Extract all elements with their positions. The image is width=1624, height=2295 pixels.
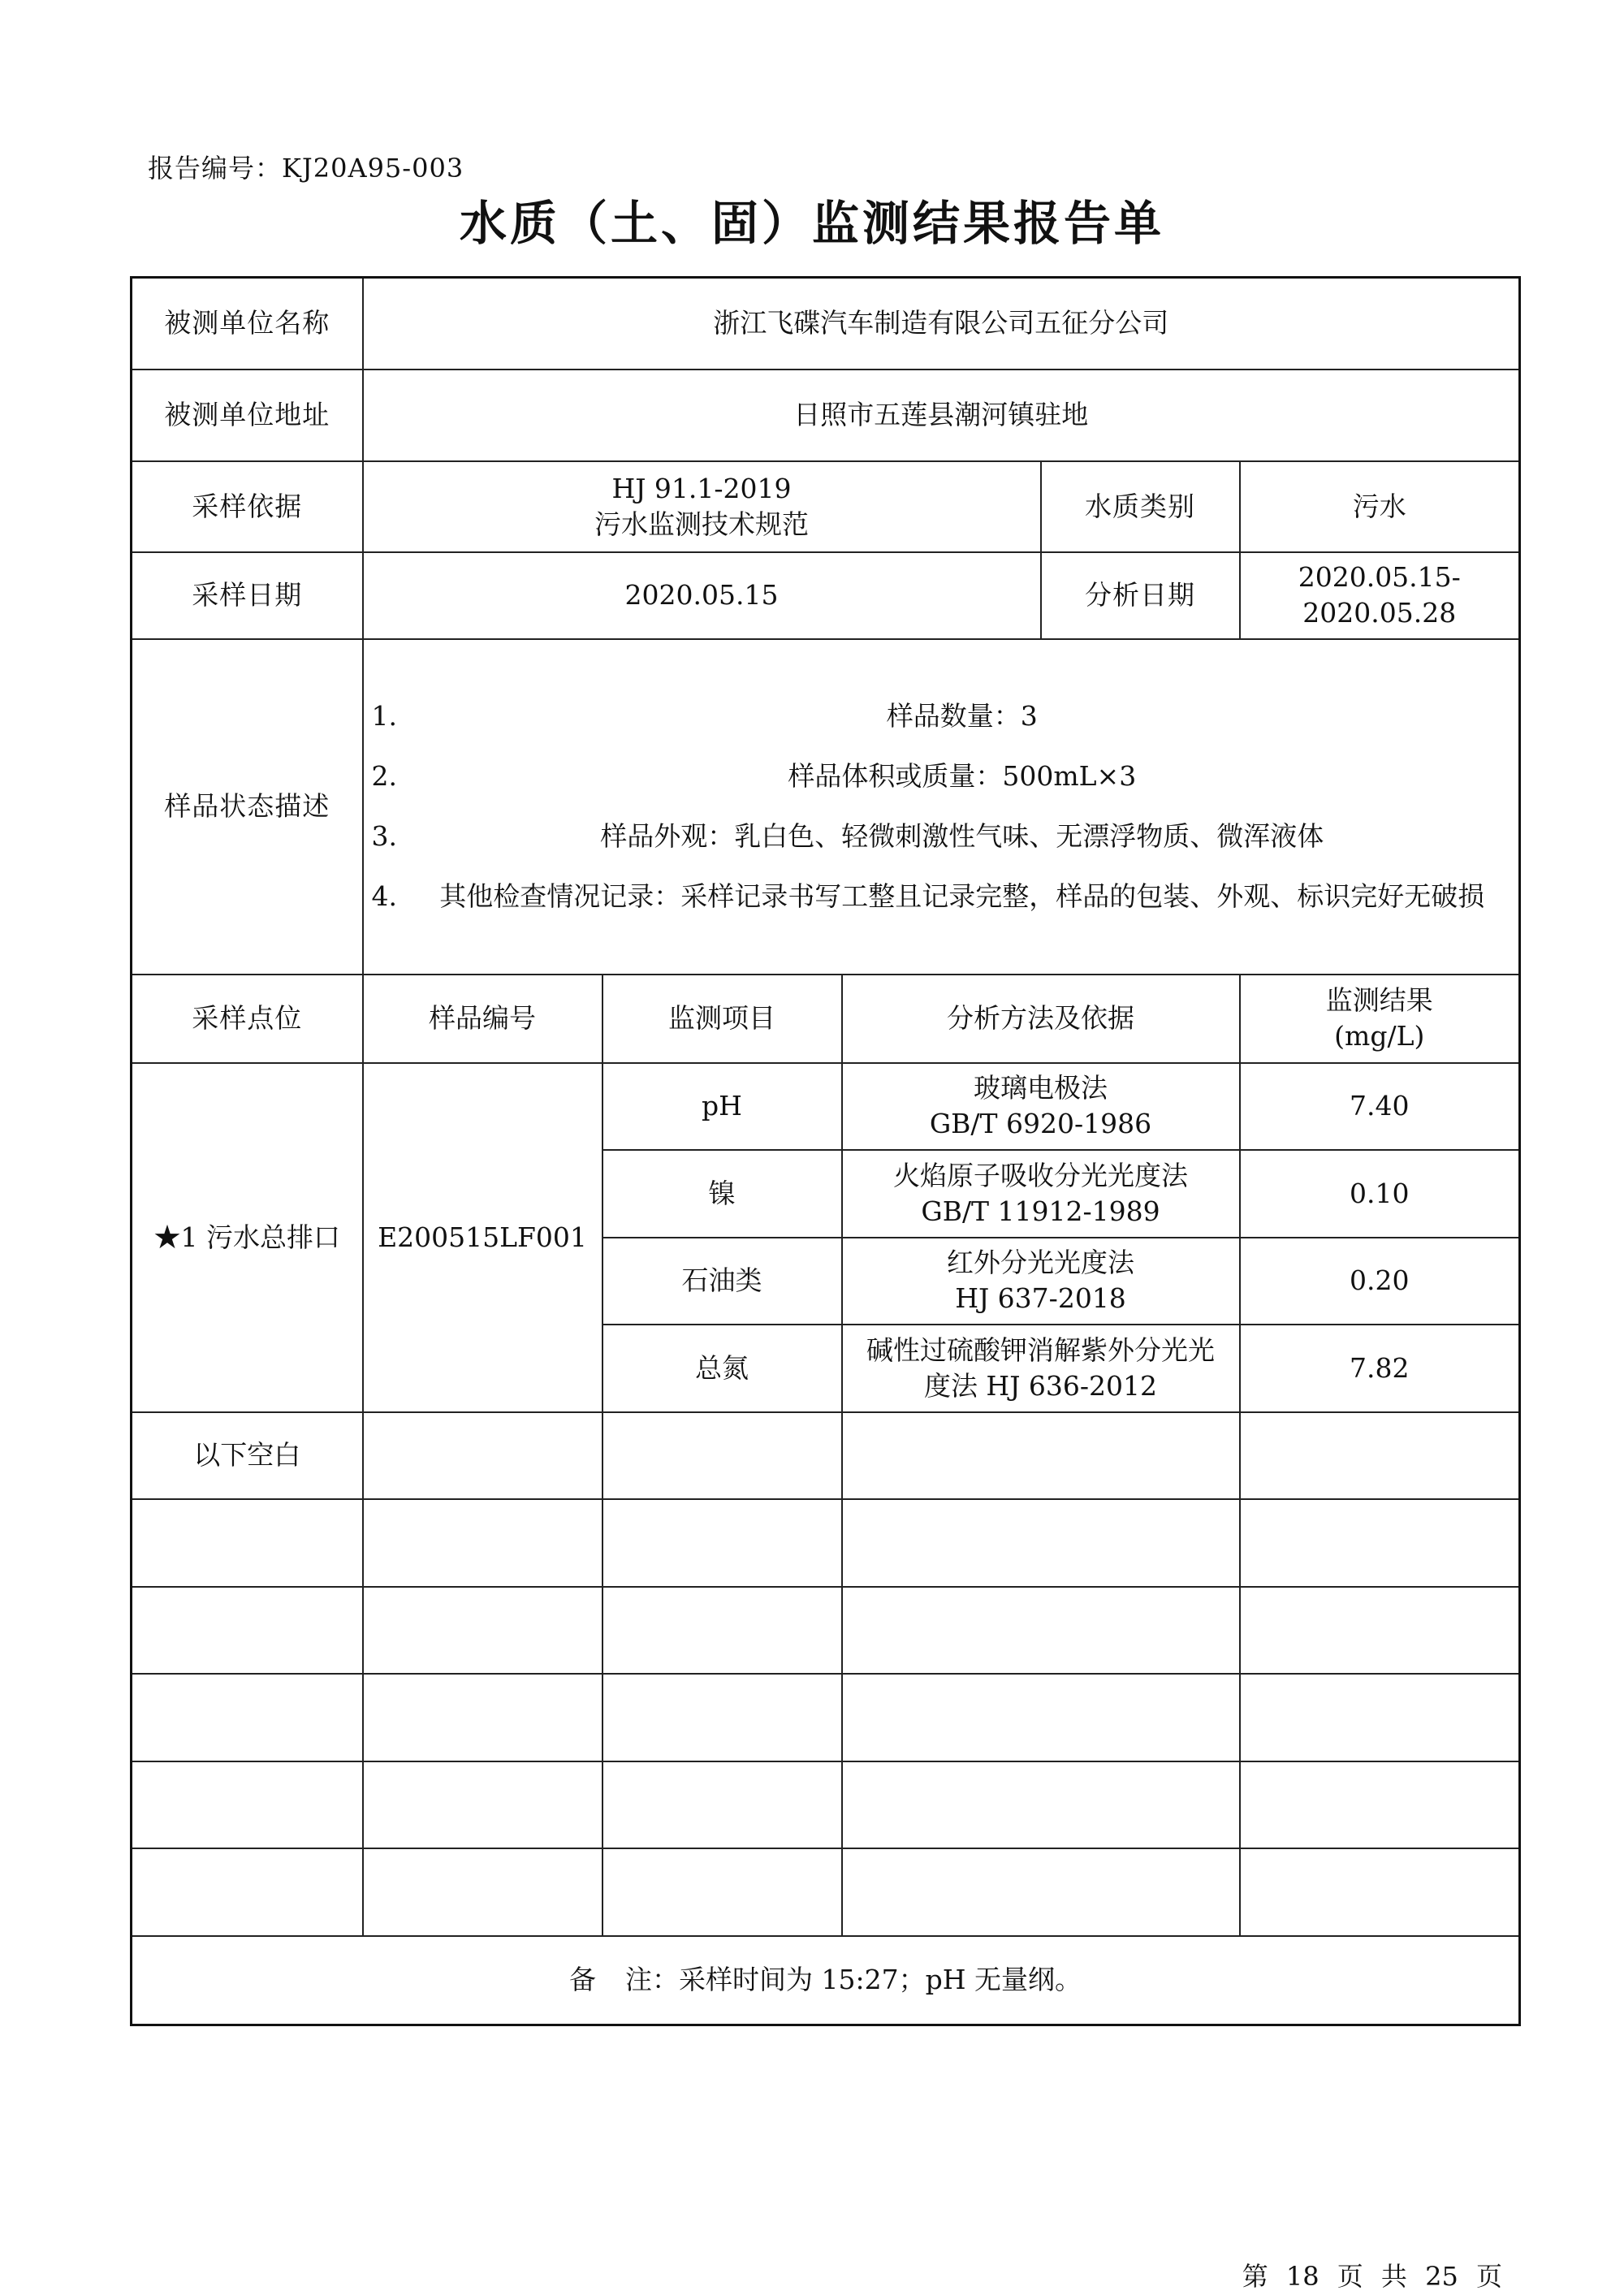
unit-address-label: 被测单位地址 xyxy=(132,370,363,461)
header-sample-id: 样品编号 xyxy=(363,975,603,1063)
unit-address-row xyxy=(132,370,1520,461)
item-name: 石油类 xyxy=(603,1238,842,1325)
header-point: 采样点位 xyxy=(132,975,363,1063)
result-value: 0.20 xyxy=(1240,1238,1520,1325)
table-row xyxy=(132,1063,1520,1150)
analysis-date-label: 分析日期 xyxy=(1041,552,1240,639)
list-item: 1. 样品数量：3 xyxy=(371,700,1038,732)
sampling-point: ★1 污水总排口 xyxy=(132,1063,363,1412)
blank-row xyxy=(132,1761,1520,1848)
blank-row xyxy=(132,1499,1520,1587)
blank-label: 以下空白 xyxy=(132,1412,363,1499)
report-table xyxy=(130,276,1521,2026)
header-method: 分析方法及依据 xyxy=(842,975,1240,1063)
page-title: 水质（土、固）监测结果报告单 xyxy=(459,196,1164,251)
dates-row xyxy=(132,552,1520,639)
water-type-label: 水质类别 xyxy=(1041,461,1240,552)
method: 碱性过硫酸钾消解紫外分光光 度法 HJ 636-2012 xyxy=(842,1325,1240,1412)
sampling-basis-name: 污水监测技术规范 xyxy=(594,508,809,540)
item-name: pH xyxy=(603,1063,842,1150)
report-number: 报告编号：KJ20A95-003 xyxy=(148,153,464,184)
header-item: 监测项目 xyxy=(603,975,842,1063)
sample-id: E200515LF001 xyxy=(363,1063,603,1412)
item-name: 总氮 xyxy=(603,1325,842,1412)
sampling-basis-label: 采样依据 xyxy=(132,461,363,552)
sampling-basis-value xyxy=(363,461,1041,552)
unit-name-label: 被测单位名称 xyxy=(132,278,363,370)
unit-name-value: 浙江飞碟汽车制造有限公司五征分公司 xyxy=(363,278,1520,370)
sample-state-list xyxy=(363,639,1520,975)
page-number: 第 18 页 共 25 页 xyxy=(1242,2261,1502,2292)
note-row xyxy=(132,1936,1520,2025)
list-item: 2. 样品体积或质量：500mL×3 xyxy=(371,760,1137,792)
list-item: 4. 其他检查情况记录：采样记录书写工整且记录完整，样品的包装、外观、标识完好无破损 xyxy=(371,880,1485,912)
water-type-value: 污水 xyxy=(1240,461,1520,552)
results-header-row xyxy=(132,975,1520,1063)
result-value: 0.10 xyxy=(1240,1150,1520,1238)
blank-row xyxy=(132,1674,1520,1761)
blank-row xyxy=(132,1587,1520,1674)
unit-address-value: 日照市五莲县潮河镇驻地 xyxy=(363,370,1520,461)
note xyxy=(132,1936,1520,2025)
sampling-basis-row xyxy=(132,461,1520,552)
note-text: 注：采样时间为 15:27；pH 无量纲。 xyxy=(625,1964,1082,1996)
sample-state-row xyxy=(132,639,1520,975)
header-result: 监测结果 (mg/L) xyxy=(1240,975,1520,1063)
list-item: 3. 样品外观：乳白色、轻微刺激性气味、无漂浮物质、微浑液体 xyxy=(371,820,1324,852)
sample-state-label: 样品状态描述 xyxy=(132,639,363,975)
blank-row xyxy=(132,1848,1520,1936)
item-name: 镍 xyxy=(603,1150,842,1238)
sampling-date-value: 2020.05.15 xyxy=(363,552,1041,639)
note-label: 备 xyxy=(569,1964,626,1996)
blank-row xyxy=(132,1412,1520,1499)
method: 火焰原子吸收分光光度法 GB/T 11912-1989 xyxy=(842,1150,1240,1238)
analysis-date-value: 2020.05.15-2020.05.28 xyxy=(1240,552,1520,639)
result-value: 7.40 xyxy=(1240,1063,1520,1150)
method: 红外分光光度法 HJ 637-2018 xyxy=(842,1238,1240,1325)
sampling-date-label: 采样日期 xyxy=(132,552,363,639)
result-value: 7.82 xyxy=(1240,1325,1520,1412)
unit-name-row xyxy=(132,278,1520,370)
sampling-basis-standard: HJ 91.1-2019 xyxy=(611,472,792,504)
method: 玻璃电极法 GB/T 6920-1986 xyxy=(842,1063,1240,1150)
